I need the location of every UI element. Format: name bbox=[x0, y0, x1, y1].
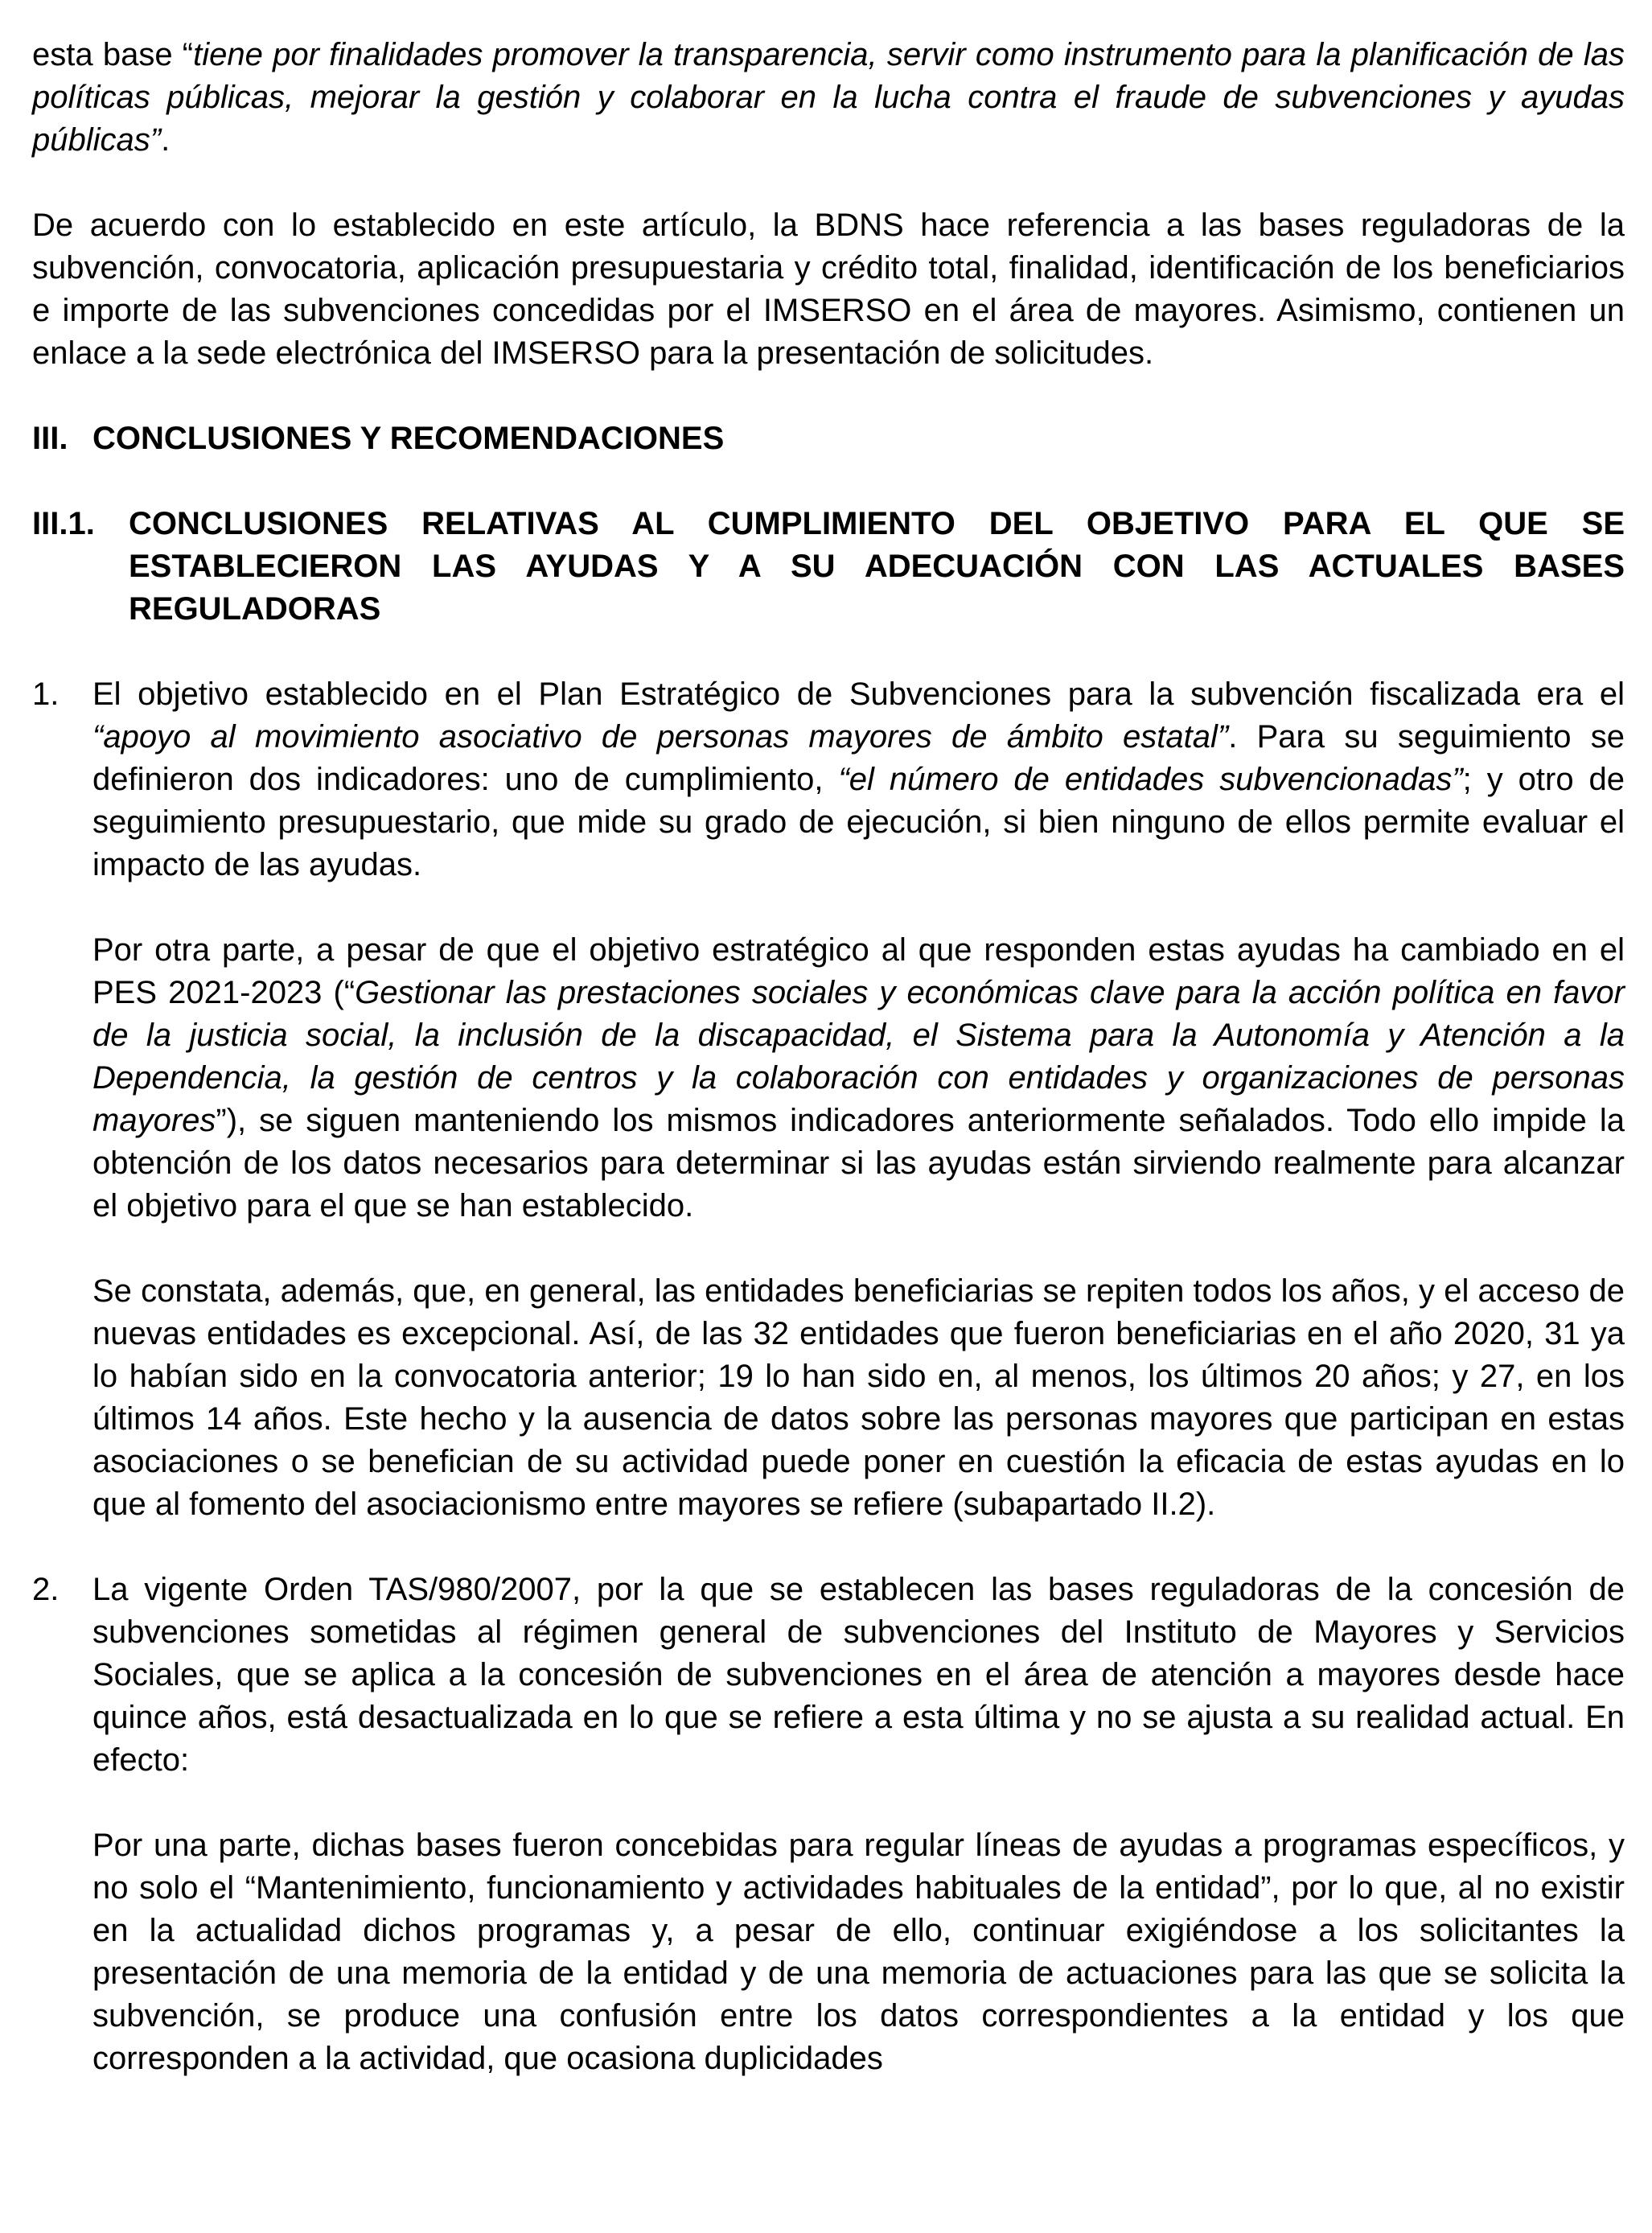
text-run: ”), se siguen manteniendo los mismos indicadores anteriormente señalados. Todo ello impide la obtención de los datos necesarios para determinar si las ayudas están sirviendo realmente para alcanzar el objetivo para el que se han establecido. bbox=[92, 1103, 1625, 1223]
item-2-paragraph-2: Por una parte, dichas bases fueron concebidas para regular líneas de ayudas a programas específicos, y no solo el “Mantenimiento, funcionamiento y actividades habituales de la entidad”, por lo que, al no existir en la actualidad dichos programas y, a pesar de ello, continuar exigiéndose a los solicitantes la presentación de una memoria de la entidad y de una memoria de actuaciones para las que se solicita la subvención, se produce una confusión entre los datos correspondientes a la entidad y los que corresponden a la actividad, que ocasiona duplicidades bbox=[92, 1828, 1625, 2076]
conclusion-item-1 bbox=[32, 673, 1625, 1569]
intro-quote-lead: esta base “ bbox=[32, 37, 194, 72]
intro-quote-tail: . bbox=[161, 122, 171, 158]
italic-quote: Gestionar las prestaciones sociales y económicas clave para la acción política en favor de la justicia social, la inclusión de la discapacidad, el Sistema para la Autonomía y Atención a la Dependencia, la gestión de centros y la colaboración con entidades y organizaciones de personas mayores bbox=[92, 975, 1625, 1138]
item-1-paragraph-2 bbox=[92, 929, 1625, 1228]
item-body bbox=[92, 1569, 1625, 2080]
text-run: ; y otro de seguimiento presupuestario, que mide su grado de ejecución, si bien ninguno de ellos permite evaluar el impacto de las ayudas. bbox=[92, 762, 1625, 882]
intro-quote-italic: tiene por finalidades promover la transparencia, servir como instrumento para la planificación de las políticas públicas, mejorar la gestión y colaborar en la lucha contra el fraude de subvenciones y ayudas públicas” bbox=[32, 37, 1625, 158]
italic-quote: “el número de entidades subvencionadas” bbox=[838, 762, 1463, 797]
intro-paragraph-quote bbox=[32, 34, 1625, 162]
section-number: III. bbox=[32, 421, 68, 456]
text-run: El objetivo establecido en el Plan Estratégico de Subvenciones para la subvención fiscalizada era el bbox=[92, 676, 1625, 712]
italic-quote: “apoyo al movimiento asociativo de personas mayores de ámbito estatal” bbox=[92, 719, 1229, 755]
text-run: . Para su seguimiento se definieron dos indicadores: uno de cumplimiento, bbox=[92, 719, 1625, 797]
intro-paragraph-bdns: De acuerdo con lo establecido en este artículo, la BDNS hace referencia a las bases reguladoras de la subvención, convocatoria, aplicación presupuestaria y crédito total, finalidad, identificación de los beneficiarios e importe de las subvenciones concedidas por el IMSERSO en el área de mayores. Asimismo, contienen un enlace a la sede electrónica del IMSERSO para la presentación de solicitudes. bbox=[32, 208, 1625, 371]
conclusion-item-2 bbox=[32, 1569, 1625, 2080]
item-number: 2. bbox=[32, 1572, 60, 1607]
item-number: 1. bbox=[32, 676, 60, 712]
item-2-paragraph-1: La vigente Orden TAS/980/2007, por la que se establecen las bases reguladoras de la concesión de subvenciones sometidas al régimen general de subvenciones del Instituto de Mayores y Servicios Sociales, que se aplica a la concesión de subvenciones en el área de atención a mayores desde hace quince años, está desactualizada en lo que se refiere a esta última y no se ajusta a su realidad actual. En efecto: bbox=[92, 1572, 1625, 1778]
section-title: CONCLUSIONES Y RECOMENDACIONES bbox=[92, 421, 725, 456]
item-1-paragraph-1 bbox=[92, 673, 1625, 886]
text-run: Por otra parte, a pesar de que el objetivo estratégico al que responden estas ayudas ha cambiado en el PES 2021-2023 (“ bbox=[92, 932, 1625, 1010]
subsection-title: CONCLUSIONES RELATIVAS AL CUMPLIMIENTO DEL OBJETIVO PARA EL QUE SE ESTABLECIERON LAS AYUDAS Y A SU ADECUACIÓN CON LAS ACTUALES BASES REGULADORAS bbox=[129, 506, 1625, 627]
subsection-heading bbox=[32, 503, 1625, 631]
item-1-paragraph-3: Se constata, además, que, en general, las entidades beneficiarias se repiten todos los años, y el acceso de nuevas entidades es excepcional. Así, de las 32 entidades que fueron beneficiarias en el año 2020, 31 ya lo habían sido en la convocatoria anterior; 19 lo han sido en, al menos, los últimos 20 años; y 27, en los últimos 14 años. Este hecho y la ausencia de datos sobre las personas mayores que participan en estas asociaciones o se benefician de su actividad puede poner en cuestión la eficacia de estas ayudas en lo que al fomento del asociacionismo entre mayores se refiere (subapartado II.2). bbox=[92, 1273, 1625, 1522]
item-body bbox=[92, 673, 1625, 1569]
section-heading bbox=[32, 417, 1625, 460]
subsection-number: III.1. bbox=[32, 506, 95, 541]
